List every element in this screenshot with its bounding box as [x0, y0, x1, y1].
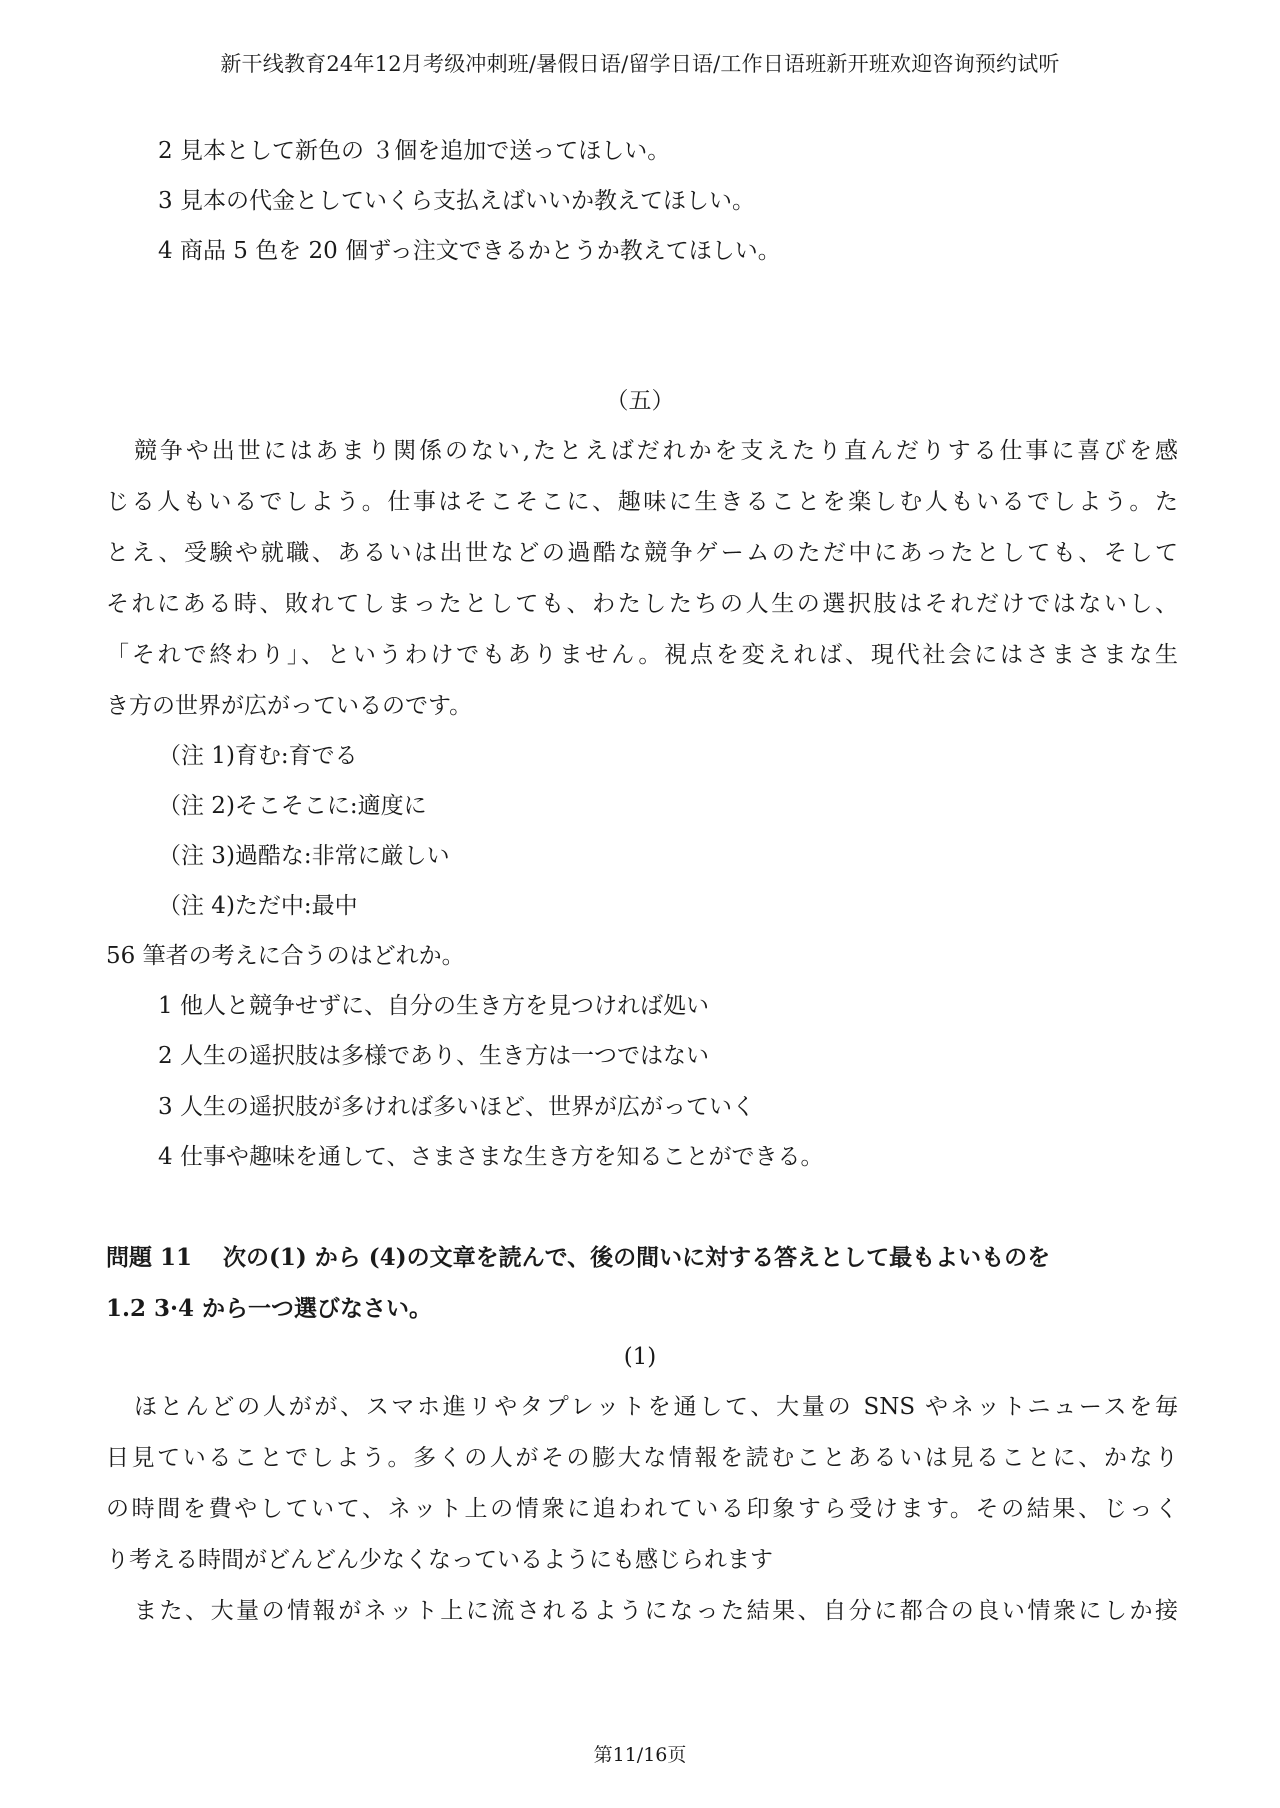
problem-11-instruction: 問題 11 次の(1) から (4)の文章を読んで、後の間いに対する答えとして最もよいものを [106, 1244, 1051, 1271]
section-5-passage-line: 「それで終わり」、というわけでもありません。視点を変えれば、現代社会にはさまさまな生 [106, 642, 1178, 668]
prev-option-4: 4 商品 5 色を 20 個ずっ注文できるかとうか教えてほしい。 [158, 238, 781, 264]
problem-11-passage-line: また、大量の情報がネット上に流されるようになった結果、自分に都合の良い情衆にしか接 [134, 1598, 1179, 1624]
q56-option-1: 1 他人と競争せずに、自分の生き方を見つければ処い [158, 993, 709, 1019]
page-header: 新干线教育24年12月考级冲刺班/暑假日语/留学日语/工作日语班新开班欢迎咨询预约试听 [220, 52, 1060, 76]
note-4: （注 4)ただ中:最中 [158, 893, 358, 919]
prev-option-3: 3 見本の代金としていくら支払えばいいか教えてほしい。 [158, 188, 755, 214]
section-5-passage-line: 競争や出世にはあまり関係のない,たとえばだれかを支えたり直んだりする仕事に喜びを感 [134, 438, 1178, 464]
problem-11-passage-line: ほとんどの人がが、スマホ進リやタプレットを通して、大量の SNS やネットニュースを毎 [134, 1394, 1178, 1420]
problem-11-instruction-cont: 1.2 3·4 から一つ選びなさい。 [106, 1295, 433, 1322]
section-5-passage-line: き方の世界が広がっているのです。 [106, 693, 473, 719]
q56-option-2: 2 人生の遥択肢は多様であり、生き方は一つではない [158, 1043, 709, 1069]
question-56: 56 筆者の考えに合うのはどれか。 [106, 943, 465, 969]
q56-option-3: 3 人生の遥択肢が多ければ多いほど、世界が広がっていく [158, 1094, 755, 1120]
page-number: 第11/16页 [593, 1744, 687, 1766]
section-5-heading: （五） [605, 388, 675, 414]
problem-11-passage-line: り考える時間がどんどん少なくなっているようにも感じられます [106, 1547, 773, 1573]
section-5-passage-line: それにある時、敗れてしまったとしても、わたしたちの人生の選択肢はそれだけではないし、 [106, 591, 1178, 617]
note-3: （注 3)過酷な:非常に厳しい [158, 843, 450, 869]
problem-11-passage-line: 日見ていることでしよう。多くの人がその膨大な情報を読むことあるいは見ることに、かなり [106, 1445, 1178, 1471]
note-1: （注 1)育む:育でる [158, 743, 358, 769]
problem-11-passage-line: の時間を費やしていて、ネット上の情衆に追われている印象すら受けます。その結果、じっく [106, 1496, 1178, 1522]
problem-11-sub-heading: (1) [623, 1344, 657, 1370]
prev-option-2: 2 見本として新色の ３個を追加で送ってほしい。 [158, 138, 671, 164]
note-2: （注 2)そこそこに:適度に [158, 793, 427, 819]
section-5-passage-line: とえ、受験や就職、あるいは出世などの過酷な競争ゲームのただ中にあったとしても、そして [106, 540, 1178, 566]
q56-option-4: 4 仕事や趣味を通して、さまさまな生き方を知ることができる。 [158, 1144, 824, 1170]
section-5-passage-line: じる人もいるでしよう。仕事はそこそこに、趣味に生きることを楽しむ人もいるでしよう。た [106, 489, 1178, 515]
